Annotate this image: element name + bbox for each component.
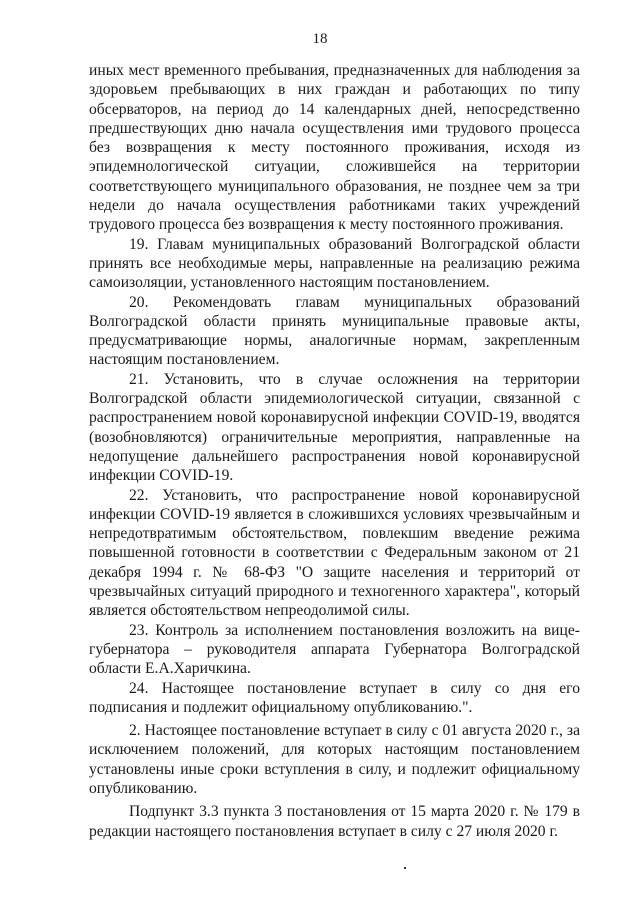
paragraph-continuation-18: иных мест временного пребывания, предназначенных для наблюдения за здоровьем пребывающих в них граждан и работающих по типу обсерваторов, на период до 14 календарных дней, непосредственно предшествующих дню начала осуществления ими трудового процесса без возвращения к месту постоянного проживания, исходя из эпидемнологической ситуации, сложившейся на территории соответствующего муниципального образования, не позднее чем за три недели до начала осуществления работниками таких учреждений трудового процесса без возвращения к месту постоянного проживания. [89,62,580,234]
paragraph-entry-into-force: 2. Настоящее постановление вступает в силу с 01 августа 2020 г., за исключением положений, для которых настоящим постановлением установлены иные сроки вступления в силу, и подлежит официальному опубликованию. [89,722,580,797]
document-body [89,61,580,841]
scan-mark [404,867,406,869]
paragraph-24: 24. Настоящее постановление вступает в силу со дня его подписания и подлежит официальному опубликованию.". [89,679,580,716]
page-number: 18 [312,31,328,47]
paragraph-subpoint-note: Подпункт 3.3 пункта 3 постановления от 15 марта 2020 г. № 179 в редакции настоящего постановления вступает в силу с 27 июля 2020 г. [89,803,580,840]
paragraph-20: 20. Рекомендовать главам муниципальных образований Волгоградской области принять муниципальные правовые акты, предусматривающие нормы, аналогичные нормам, закрепленным настоящим постановлением. [89,293,580,369]
paragraph-22: 22. Установить, что распространение новой коронавирусной инфекции COVID-19 является в сложившихся условиях чрезвычайным и непредотвратимым обстоятельством, повлекшим введение режима повышенной готовности в соответствии с Федеральным законом от 21 декабря 1994 г. № 68-ФЗ "О защите населения и территорий от чрезвычайных ситуаций природного и техногенного характера", который является обстоятельством непреодолимой силы. [89,486,580,620]
paragraph-23: 23. Контроль за исполнением постановления возложить на вице-губернатора – руководителя аппарата Губернатора Волгоградской области Е.А.Харичкина. [89,621,580,678]
paragraph-21: 21. Установить, что в случае осложнения на территории Волгоградской области эпидемиологической ситуации, связанной с распространением новой коронавирусной инфекции COVID-19, вводятся (возобновляются) ограничительные мероприятия, направленные на недопущение дальнейшего распространения новой коронавирусной инфекции COVID-19. [89,370,580,485]
paragraph-19: 19. Главам муниципальных образований Волгоградской области принять все необходимые меры, направленные на реализацию режима самоизоляции, установленного настоящим постановлением. [89,235,580,292]
